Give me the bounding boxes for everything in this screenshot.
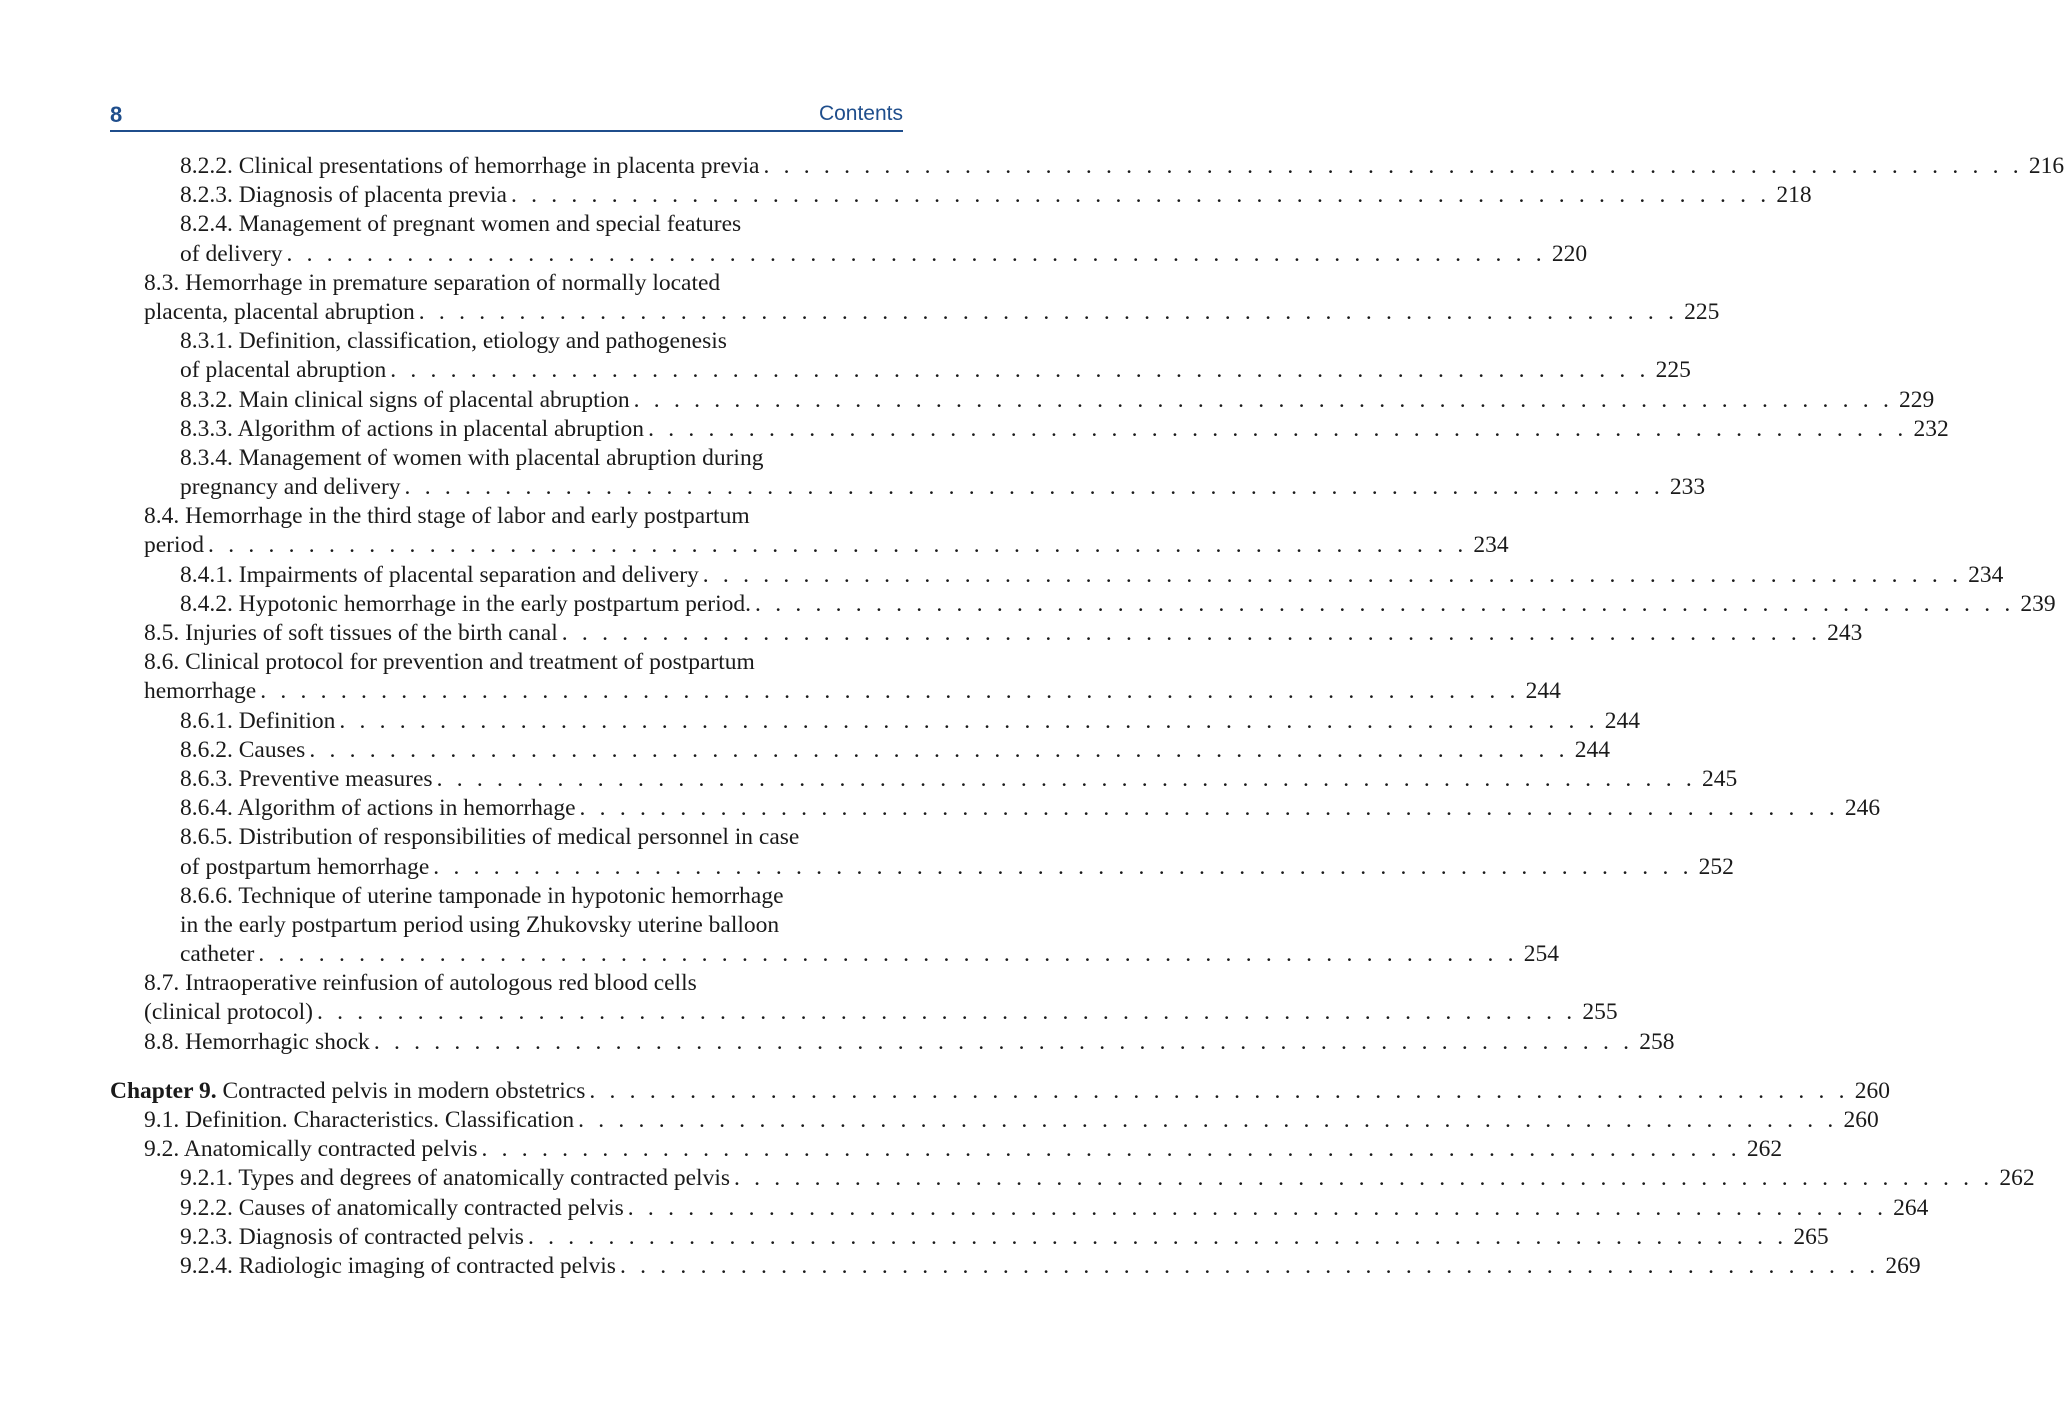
page-ref: 260 [1843, 1107, 1879, 1133]
section-number: 8.4.1. [180, 561, 233, 588]
section-number: 9.2. [144, 1136, 180, 1163]
section-number: 8.6.3. [180, 765, 233, 792]
entry-title: of placental abruption [180, 357, 387, 384]
page-number: 8 [110, 102, 123, 127]
page-ref: 225 [1655, 357, 1691, 384]
dot-leader: . . . . . . . . . . . . . . . . . . . . . . . . . . . . . . . . . . . . . . . . . . . . . . . . . . . . . . . . . . . . . . . [433, 853, 1693, 880]
page-ref: 234 [1968, 561, 2004, 588]
page-ref: 255 [1582, 999, 1618, 1026]
toc-entry[interactable] [110, 794, 1881, 823]
page-ref: 243 [1827, 620, 1863, 646]
page-ref: 229 [1899, 386, 1935, 413]
page-ref: 264 [1893, 1194, 1929, 1221]
section-number: 8.3. [144, 269, 180, 296]
section-number: 9.1. [144, 1107, 180, 1133]
dot-leader: . . . . . . . . . . . . . . . . . . . . . . . . . . . . . . . . . . . . . . . . . . . . . . . . . . . . . . . . . . . . . . . [589, 1077, 1849, 1104]
page-ref: 245 [1701, 765, 1738, 792]
toc-entry[interactable] [110, 502, 1509, 560]
toc-entry[interactable] [110, 327, 1691, 385]
entry-title: Clinical protocol for prevention and treatment of postpartum [185, 649, 755, 676]
toc-entry[interactable] [110, 765, 1738, 794]
toc-entry[interactable] [110, 823, 1734, 881]
dot-leader: . . . . . . . . . . . . . . . . . . . . . . . . . . . . . . . . . . . . . . . . . . . . . . . . . . . . . . . . . . . . . . . [260, 678, 1520, 705]
page-ref: 252 [1698, 853, 1734, 880]
section-number: 8.7. [144, 970, 180, 997]
dot-leader: . . . . . . . . . . . . . . . . . . . . . . . . . . . . . . . . . . . . . . . . . . . . . . . . . . . . . . . . . . . . . . . [436, 765, 1696, 792]
dot-leader: . . . . . . . . . . . . . . . . . . . . . . . . . . . . . . . . . . . . . . . . . . . . . . . . . . . . . . . . . . . . . . . [578, 1107, 1838, 1133]
page-header [110, 100, 903, 132]
dot-leader: . . . . . . . . . . . . . . . . . . . . . . . . . . . . . . . . . . . . . . . . . . . . . . . . . . . . . . . . . . . . . . . [339, 707, 1599, 734]
page-ref: 244 [1604, 707, 1640, 734]
entry-title: of delivery [180, 240, 283, 267]
toc-entry[interactable] [110, 1135, 1783, 1164]
section-number: 8.3.3. [180, 415, 233, 442]
page-ref: 239 [2020, 590, 2056, 617]
toc-entry[interactable] [110, 181, 1812, 210]
section-number: 9.2.4. [180, 1252, 233, 1279]
section-number: 8.3.4. [180, 444, 233, 471]
entry-title: catheter [180, 941, 255, 968]
dot-leader: . . . . . . . . . . . . . . . . . . . . . . . . . . . . . . . . . . . . . . . . . . . . . . . . . . . . . . . . . . . . . . . [510, 182, 1771, 209]
dot-leader: . . . . . . . . . . . . . . . . . . . . . . . . . . . . . . . . . . . . . . . . . . . . . . . . . . . . . . . . . . . . . . . [734, 1165, 1994, 1192]
dot-leader: . . . . . . . . . . . . . . . . . . . . . . . . . . . . . . . . . . . . . . . . . . . . . . . . . . . . . . . . . . . . . . . [286, 240, 1546, 267]
entry-title: Definition [238, 707, 336, 734]
section-number: 8.4.2. [180, 590, 233, 617]
toc-entry[interactable] [110, 444, 1706, 502]
entry-title: Management of pregnant women and special features [238, 211, 742, 238]
entry-title: Hemorrhagic shock [185, 1028, 370, 1055]
toc-entry[interactable] [110, 1077, 1890, 1106]
dot-leader: . . . . . . . . . . . . . . . . . . . . . . . . . . . . . . . . . . . . . . . . . . . . . . . . . . . . . . . . . . . . . . . [481, 1136, 1741, 1163]
entry-title: hemorrhage [144, 678, 257, 705]
entry-title: Diagnosis of placenta previa [238, 182, 507, 209]
toc-entry[interactable] [110, 1252, 1921, 1281]
section-number: 9.2.2. [180, 1194, 233, 1221]
section-number: 8.3.2. [180, 386, 233, 413]
page-ref: 234 [1473, 532, 1509, 559]
dot-leader: . . . . . . . . . . . . . . . . . . . . . . . . . . . . . . . . . . . . . . . . . . . . . . . . . . . . . . . . . . . . . . . [763, 153, 2023, 179]
chapter-number: Chapter 9. [110, 1077, 217, 1104]
entry-title: in the early postpartum period using Zhukovsky uterine balloon [180, 911, 780, 938]
dot-leader: . . . . . . . . . . . . . . . . . . . . . . . . . . . . . . . . . . . . . . . . . . . . . . . . . . . . . . . . . . . . . . . [390, 357, 1650, 384]
toc-entry[interactable] [110, 386, 1935, 415]
toc-entry[interactable] [110, 210, 1588, 268]
section-number: 8.2.2. [180, 153, 233, 179]
dot-leader: . . . . . . . . . . . . . . . . . . . . . . . . . . . . . . . . . . . . . . . . . . . . . . . . . . . . . . . . . . . . . . . [648, 415, 1908, 442]
toc-entry[interactable] [110, 1028, 1675, 1057]
entry-title: Contracted pelvis in modern obstetrics [222, 1077, 586, 1104]
section-number: 8.6.6. [180, 882, 233, 909]
toc-entry[interactable] [110, 269, 1720, 327]
section-number: 8.6. [144, 649, 180, 676]
page-ref: 220 [1551, 240, 1588, 267]
entry-title: pregnancy and delivery [180, 474, 401, 501]
page-ref: 262 [1999, 1165, 2035, 1192]
entry-title: (clinical protocol) [144, 999, 313, 1026]
entry-title: Clinical presentations of hemorrhage in placenta previa [238, 153, 760, 179]
section-number: 8.2.4. [180, 211, 233, 238]
dot-leader: . . . . . . . . . . . . . . . . . . . . . . . . . . . . . . . . . . . . . . . . . . . . . . . . . . . . . . . . . . . . . . . [373, 1028, 1634, 1055]
page-ref: 218 [1776, 182, 1812, 209]
dot-leader: . . . . . . . . . . . . . . . . . . . . . . . . . . . . . . . . . . . . . . . . . . . . . . . . . . . . . . . . . . . . . . . [619, 1252, 1880, 1279]
page-ref: 244 [1525, 678, 1561, 705]
entry-title: Anatomically contracted pelvis [183, 1136, 478, 1163]
dot-leader: . . . . . . . . . . . . . . . . . . . . . . . . . . . . . . . . . . . . . . . . . . . . . . . . . . . . . . . . . . . . . . . [579, 795, 1839, 822]
toc-entry[interactable] [110, 152, 2064, 181]
dot-leader: . . . . . . . . . . . . . . . . . . . . . . . . . . . . . . . . . . . . . . . . . . . . . . . . . . . . . . . . . . . . . . . [317, 999, 1577, 1026]
entry-title: Causes [238, 736, 306, 763]
page-ref: 262 [1746, 1136, 1783, 1163]
section-number: 8.3.1. [180, 328, 233, 355]
toc-entry[interactable] [110, 1194, 1929, 1223]
toc-entry[interactable] [110, 415, 1949, 444]
toc-entry[interactable] [110, 882, 1559, 970]
page-ref: 260 [1854, 1077, 1890, 1104]
dot-leader: . . . . . . . . . . . . . . . . . . . . . . . . . . . . . . . . . . . . . . . . . . . . . . . . . . . . . . . . . . . . . . . [755, 590, 2015, 617]
toc-entry[interactable] [110, 1164, 2035, 1193]
section-number: 8.6.4. [180, 795, 233, 822]
section-number: 8.5. [144, 620, 180, 646]
dot-leader: . . . . . . . . . . . . . . . . . . . . . . . . . . . . . . . . . . . . . . . . . . . . . . . . . . . . . . . . . . . . . . . [309, 736, 1569, 763]
section-number: 8.6.1. [180, 707, 233, 734]
running-title: Contents [818, 102, 903, 125]
page-ref: 254 [1523, 941, 1559, 968]
section-number: 8.6.2. [180, 736, 233, 763]
section-number: 9.2.3. [180, 1223, 233, 1250]
entry-title: Radiologic imaging of contracted pelvis [238, 1252, 616, 1279]
entry-title: Causes of anatomically contracted pelvis [238, 1194, 624, 1221]
page-ref: 246 [1844, 795, 1881, 822]
table-of-contents [110, 152, 2064, 1281]
toc-entry[interactable] [110, 736, 1610, 765]
page-ref: 216 [2028, 153, 2064, 179]
entry-title: Definition, classification, etiology and pathogenesis [238, 328, 727, 355]
entry-title: Management of women with placental abruption during [238, 444, 764, 471]
dot-leader: . . . . . . . . . . . . . . . . . . . . . . . . . . . . . . . . . . . . . . . . . . . . . . . . . . . . . . . . . . . . . . . [527, 1223, 1788, 1250]
page-ref: 233 [1669, 474, 1706, 501]
entry-title: period [144, 532, 205, 559]
entry-title: Types and degrees of anatomically contracted pelvis [238, 1165, 730, 1192]
page-ref: 232 [1913, 415, 1949, 442]
entry-title: Main clinical signs of placental abruption [238, 386, 630, 413]
dot-leader: . . . . . . . . . . . . . . . . . . . . . . . . . . . . . . . . . . . . . . . . . . . . . . . . . . . . . . . . . . . . . . . [627, 1194, 1888, 1221]
entry-title: Preventive measures [238, 765, 433, 792]
entry-title: Definition. Characteristics. Classification [185, 1107, 575, 1133]
toc-entry[interactable] [110, 561, 2004, 590]
dot-leader: . . . . . . . . . . . . . . . . . . . . . . . . . . . . . . . . . . . . . . . . . . . . . . . . . . . . . . . . . . . . . . . [258, 941, 1518, 968]
toc-entry[interactable] [110, 1106, 1879, 1135]
entry-title: Technique of uterine tamponade in hypotonic hemorrhage [238, 882, 784, 909]
section-number: 9.2.1. [180, 1165, 233, 1192]
entry-title: of postpartum hemorrhage [180, 853, 430, 880]
toc-entry[interactable] [110, 707, 1640, 736]
section-number: 8.6.5. [180, 824, 233, 851]
entry-title: Distribution of responsibilities of medical personnel in case [238, 824, 800, 851]
toc-entry[interactable] [110, 648, 1561, 706]
entry-title: Impairments of placental separation and delivery [238, 561, 699, 588]
entry-title: Injuries of soft tissues of the birth canal [185, 620, 558, 646]
toc-entry[interactable] [110, 590, 2056, 619]
dot-leader: . . . . . . . . . . . . . . . . . . . . . . . . . . . . . . . . . . . . . . . . . . . . . . . . . . . . . . . . . . . . . . . [208, 532, 1468, 559]
entry-title: Intraoperative reinfusion of autologous red blood cells [185, 970, 697, 997]
entry-title: Algorithm of actions in placental abruption [237, 415, 645, 442]
page-ref: 225 [1684, 298, 1720, 325]
toc-entry[interactable] [110, 969, 1618, 1027]
toc-entry[interactable] [110, 619, 1863, 648]
page-ref: 244 [1574, 736, 1610, 763]
page-ref: 269 [1885, 1252, 1921, 1279]
entry-title: Algorithm of actions in hemorrhage [237, 795, 576, 822]
dot-leader: . . . . . . . . . . . . . . . . . . . . . . . . . . . . . . . . . . . . . . . . . . . . . . . . . . . . . . . . . . . . . . . [633, 386, 1894, 413]
toc-entry[interactable] [110, 1223, 1829, 1252]
section-number: 8.4. [144, 503, 180, 530]
entry-title: Hemorrhage in the third stage of labor and early postpartum [185, 503, 750, 530]
entry-title: placenta, placental abruption [144, 298, 415, 325]
dot-leader: . . . . . . . . . . . . . . . . . . . . . . . . . . . . . . . . . . . . . . . . . . . . . . . . . . . . . . . . . . . . . . . [702, 561, 1963, 588]
page-ref: 258 [1639, 1028, 1675, 1055]
dot-leader: . . . . . . . . . . . . . . . . . . . . . . . . . . . . . . . . . . . . . . . . . . . . . . . . . . . . . . . . . . . . . . . [561, 620, 1822, 646]
dot-leader: . . . . . . . . . . . . . . . . . . . . . . . . . . . . . . . . . . . . . . . . . . . . . . . . . . . . . . . . . . . . . . . [404, 474, 1664, 501]
section-number: 8.8. [144, 1028, 180, 1055]
entry-title: Hemorrhage in premature separation of normally located [185, 269, 721, 296]
page-ref: 265 [1793, 1223, 1829, 1250]
entry-title: Hypotonic hemorrhage in the early postpartum period. [238, 590, 752, 617]
section-number: 8.2.3. [180, 182, 233, 209]
entry-title: Diagnosis of contracted pelvis [238, 1223, 524, 1250]
dot-leader: . . . . . . . . . . . . . . . . . . . . . . . . . . . . . . . . . . . . . . . . . . . . . . . . . . . . . . . . . . . . . . . [418, 298, 1679, 325]
